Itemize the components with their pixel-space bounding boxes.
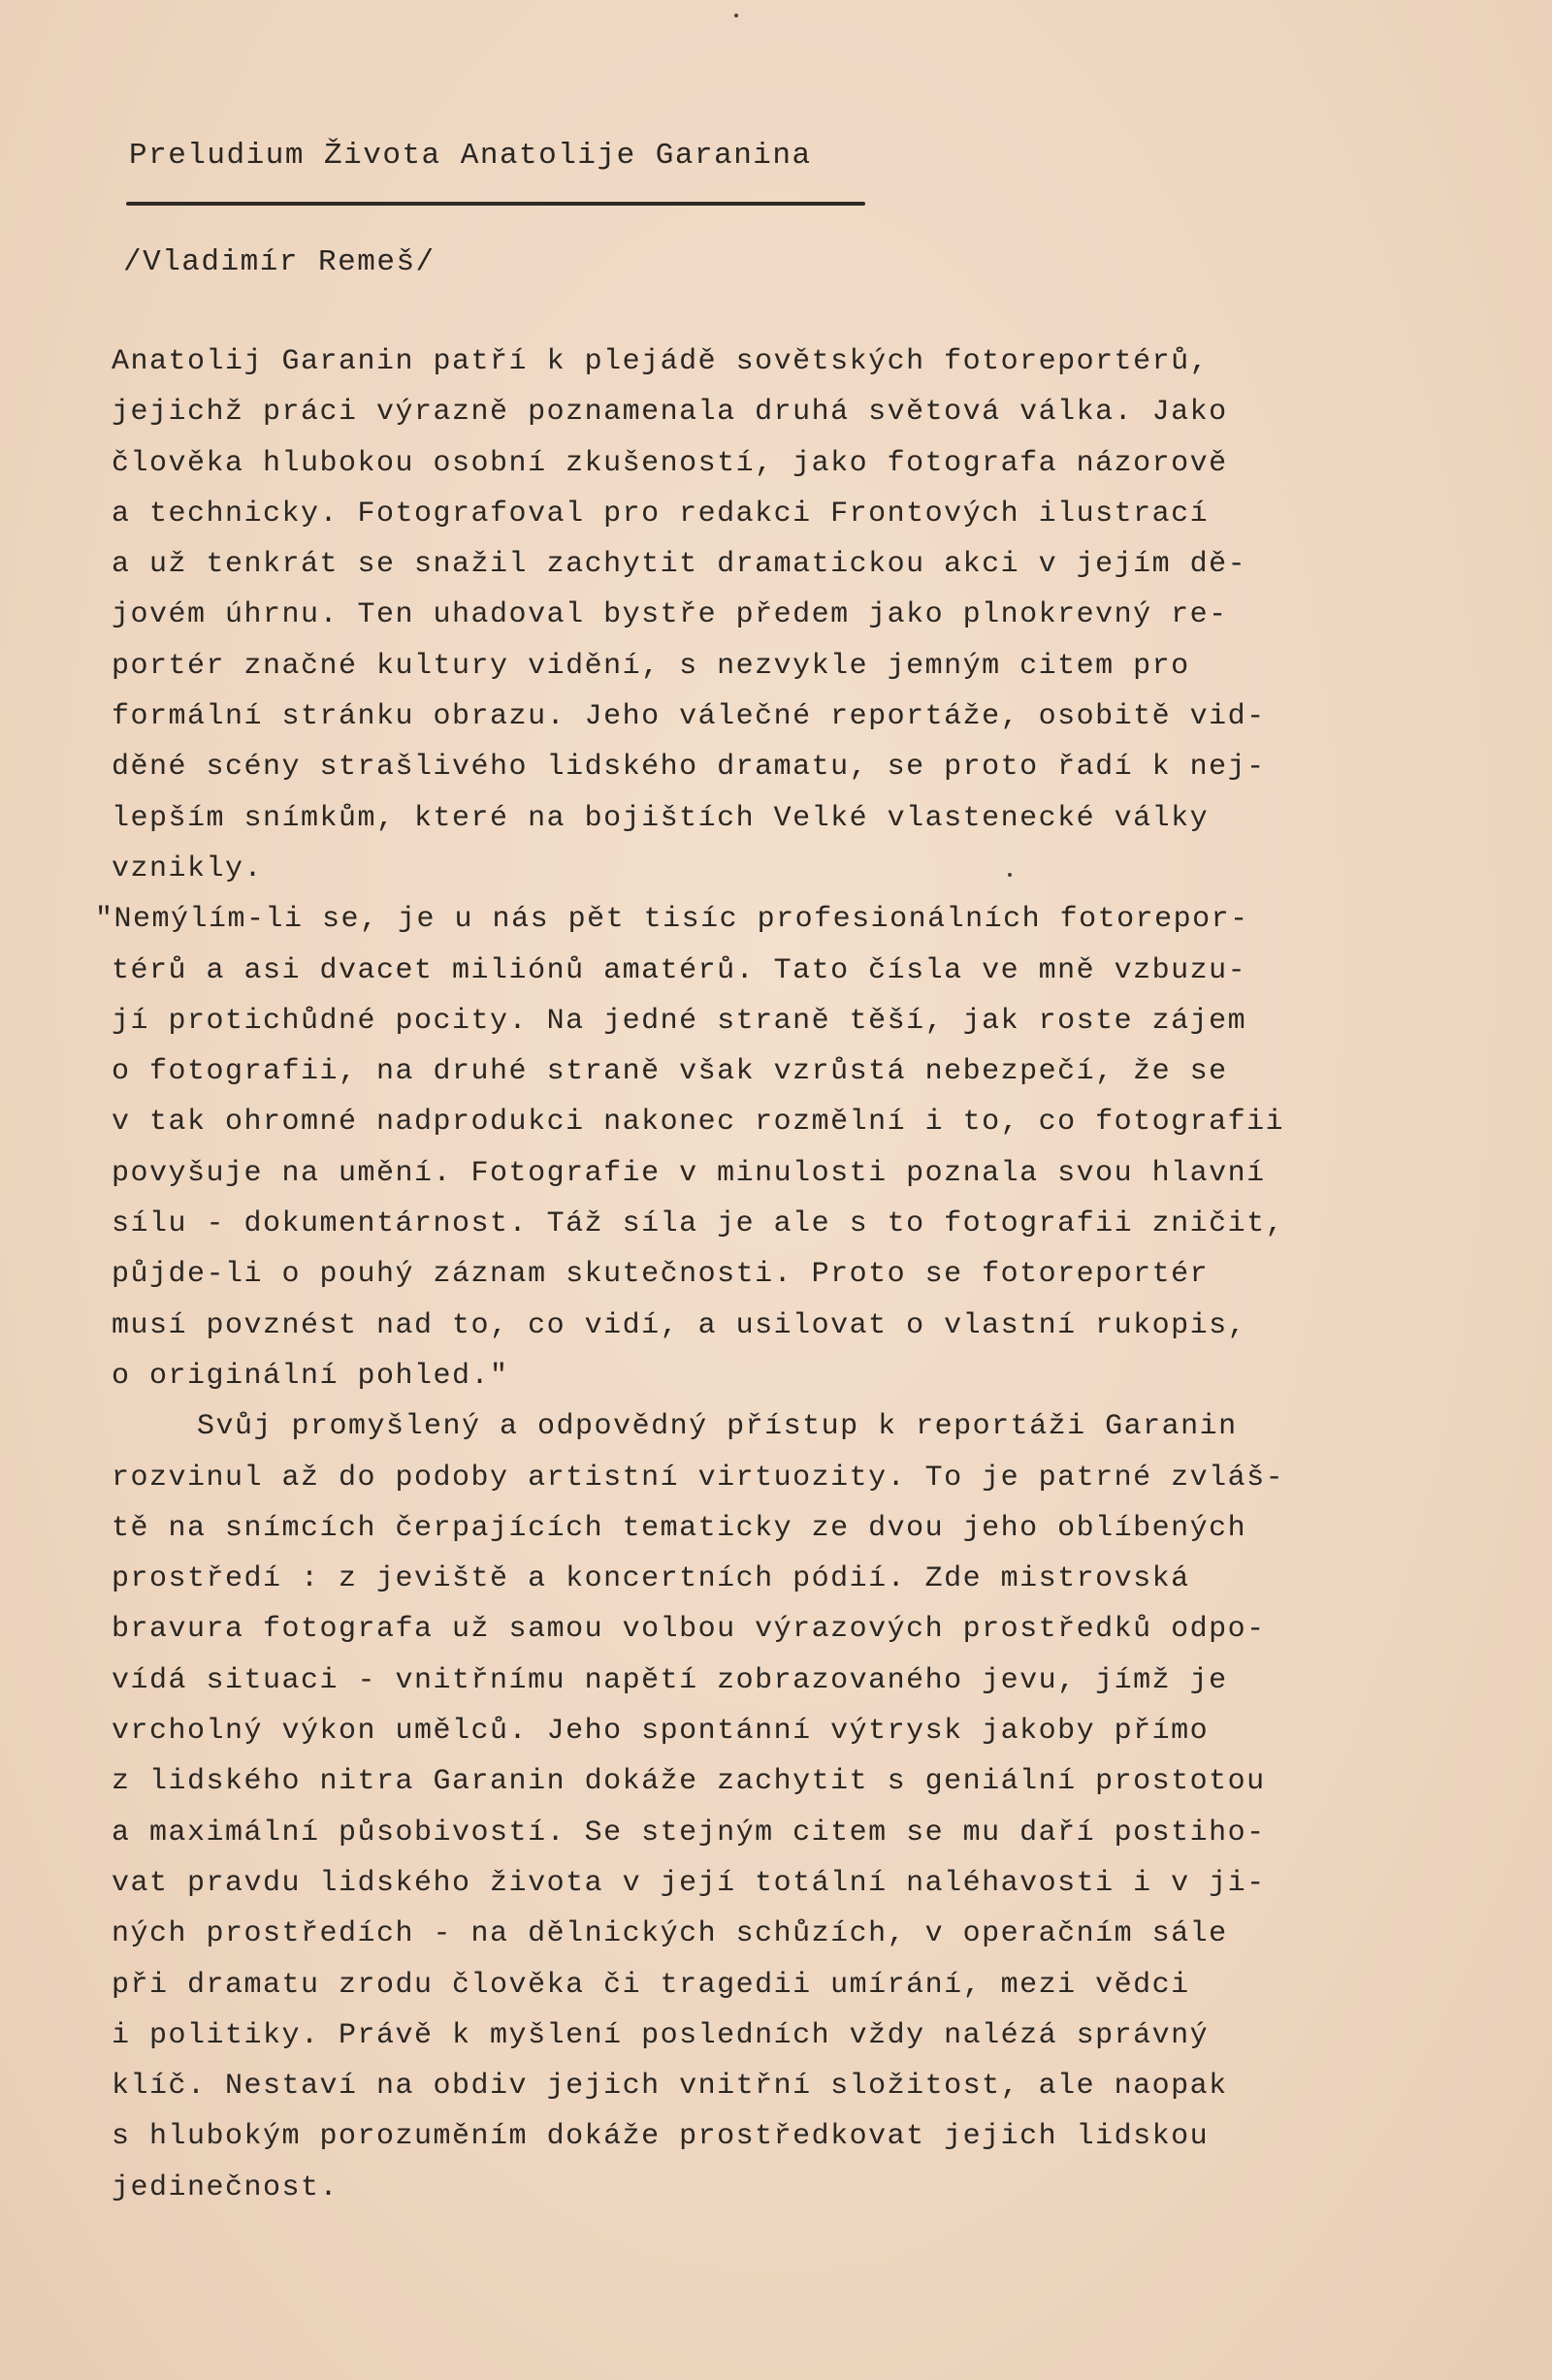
text-line: jejichž práci výrazně poznamenala druhá světová válka. Jako (112, 396, 1228, 430)
text-line: portér značné kultury vidění, s nezvykle jemným citem pro (112, 649, 1190, 683)
text-line: bravura fotografa už samou volbou výrazových prostředků odpo- (112, 1613, 1266, 1647)
paper-speck (1008, 873, 1012, 877)
text-line: tě na snímcích čerpajících tematicky ze dvou jeho oblíbených (112, 1511, 1247, 1545)
quote-line: o originální pohled." (112, 1359, 509, 1393)
text-line: při dramatu zrodu člověka či tragedii umírání, mezi vědci (112, 1968, 1190, 2002)
quote-line: "Nemýlím-li se, je u nás pět tisíc profesionálních fotorepor- (95, 903, 1249, 937)
text-line: vat pravdu lidského života v její totální naléhavosti i v ji- (112, 1866, 1266, 1900)
paper-speck (734, 14, 738, 17)
text-line: jedinečnost. (112, 2171, 340, 2204)
quote-line: v tak ohromné nadprodukci nakonec rozmělní i to, co fotografii (112, 1106, 1285, 1140)
quote-line: térů a asi dvacet miliónů amatérů. Tato čísla ve mně vzbuzu- (112, 953, 1247, 987)
text-line: z lidského nitra Garanin dokáže zachytit s geniální prostotou (112, 1765, 1266, 1799)
text-line: vznikly. (112, 852, 264, 885)
author-line: /Vladimír Remeš/ (123, 245, 436, 279)
quote-line: jí protichůdné pocity. Na jedné straně těší, jak roste zájem (112, 1004, 1247, 1038)
text-line: klíč. Nestaví na obdiv jejich vnitřní složitost, ale naopak (112, 2070, 1228, 2104)
text-line: vrcholný výkon umělců. Jeho spontánní výtrysk jakoby přímo (112, 1715, 1210, 1749)
quote-line: sílu - dokumentárnost. Táž síla je ale s to fotografii zničit, (112, 1207, 1285, 1241)
text-line: a už tenkrát se snažil zachytit dramatickou akci v jejím dě- (112, 548, 1247, 582)
text-line: formální stránku obrazu. Jeho válečné reportáže, osobitě vid- (112, 700, 1266, 734)
text-line: jovém úhrnu. Ten uhadoval bystře předem jako plnokrevný re- (112, 598, 1228, 632)
text-line: a technicky. Fotografoval pro redakci Frontových ilustrací (112, 497, 1210, 531)
document-title: Preludium Života Anatolije Garanina (129, 139, 812, 173)
quote-line: musí povznést nad to, co vidí, a usilovat o vlastní rukopis, (112, 1308, 1247, 1342)
title-underline (126, 202, 865, 206)
text-line: Svůj promyšlený a odpovědný přístup k reportáži Garanin (197, 1410, 1238, 1444)
text-line: vídá situaci - vnitřnímu napětí zobrazovaného jevu, jímž je (112, 1663, 1228, 1697)
quote-line: povyšuje na umění. Fotografie v minulosti poznala svou hlavní (112, 1156, 1266, 1190)
quote-line: půjde-li o pouhý záznam skutečnosti. Proto se fotoreportér (112, 1258, 1210, 1292)
text-line: s hlubokým porozuměním dokáže prostředkovat jejich lidskou (112, 2120, 1210, 2154)
text-line: i politiky. Právě k myšlení posledních vždy nalézá správný (112, 2018, 1210, 2052)
text-line: rozvinul až do podoby artistní virtuozity. To je patrné zvláš- (112, 1461, 1285, 1495)
quote-line: o fotografii, na druhé straně však vzrůstá nebezpečí, že se (112, 1055, 1228, 1089)
body-text (95, 337, 1411, 2213)
text-line: děné scény strašlivého lidského dramatu, se proto řadí k nej- (112, 751, 1266, 785)
text-line: prostředí : z jeviště a koncertních pódií. Zde mistrovská (112, 1562, 1190, 1596)
text-line: člověka hlubokou osobní zkušeností, jako fotografa názorově (112, 446, 1228, 480)
text-line: lepším snímkům, které na bojištích Velké vlastenecké války (112, 801, 1210, 835)
text-line: Anatolij Garanin patří k plejádě sovětských fotoreportérů, (112, 345, 1210, 378)
text-line: ných prostředích - na dělnických schůzích, v operačním sále (112, 1917, 1228, 1951)
text-line: a maximální působivostí. Se stejným citem se mu daří postiho- (112, 1816, 1266, 1849)
